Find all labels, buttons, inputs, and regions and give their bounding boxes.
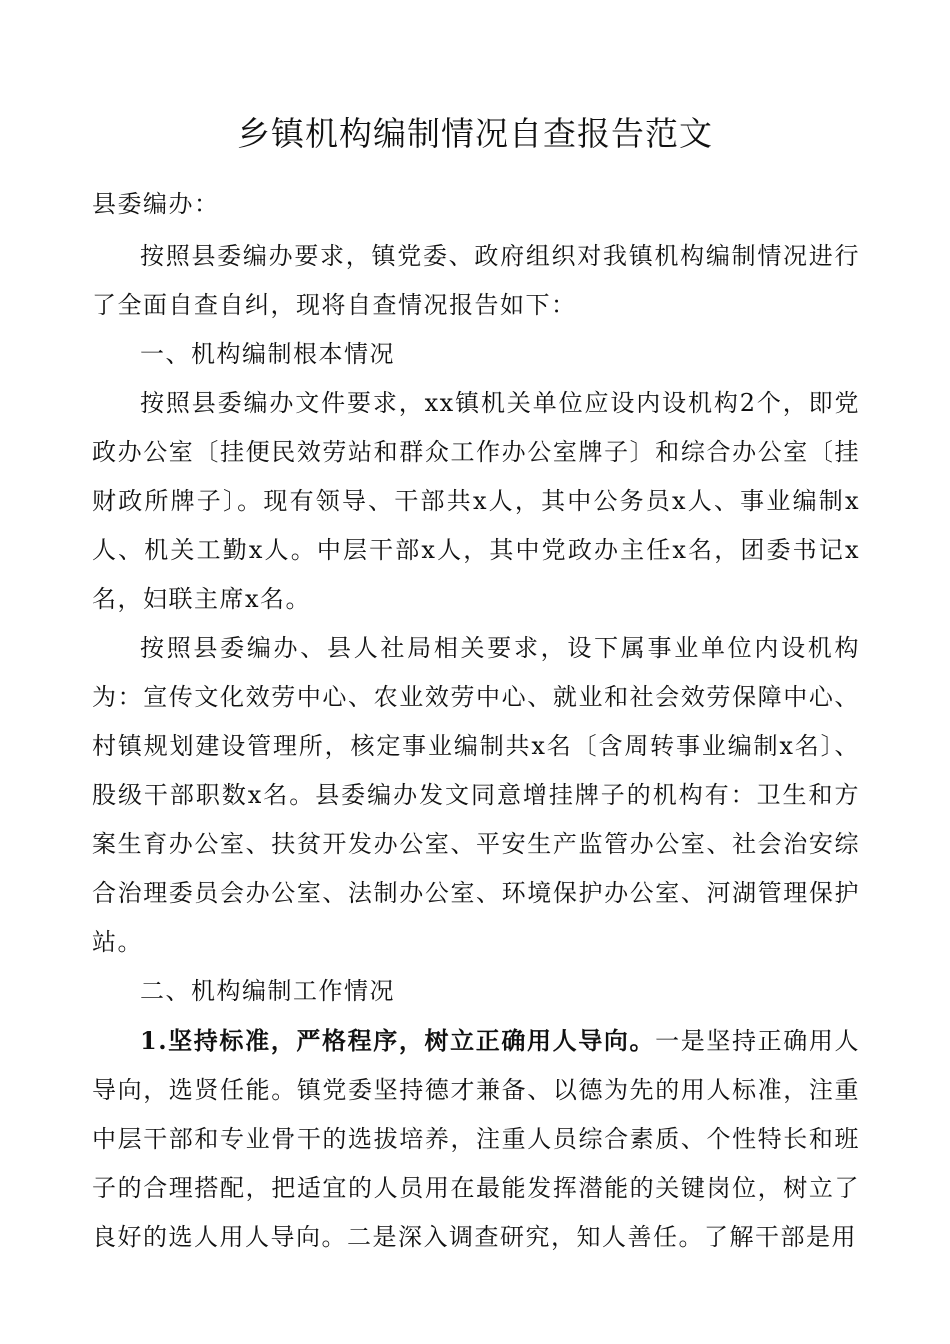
- intro-paragraph: 按照县委编办要求，镇党委、政府组织对我镇机构编制情况进行了全面自查自纠，现将自查情况报告如下：: [92, 242, 860, 319]
- item-1-text: 一是坚持正确用人导向，选贤任能。镇党委坚持德才兼备、以德为先的用人标准，注重中层干部和专业骨干的选拔培养，注重人员综合素质、个性特长和班子的合理搭配，把适宜的人员用在最能发挥潜能的关键岗位，树立了良好的选人用人导向。二是深入调查研究，知人善任。了解干部是用: [92, 1027, 861, 1251]
- document-title: 乡镇机构编制情况自查报告范文: [237, 114, 713, 153]
- section-1-paragraph-1: 按照县委编办文件要求，xx镇机关单位应设内设机构2个，即党政办公室〔挂便民效劳站和群众工作办公室牌子〕和综合办公室〔挂财政所牌子〕。现有领导、干部共x人，其中公务员x人、事业编制x人、机关工勤x人。中层干部x人，其中党政办主任x名，团委书记x名，妇联主席x名。: [92, 389, 860, 613]
- section-1-paragraph-2: 按照县委编办、县人社局相关要求，设下属事业单位内设机构为：宣传文化效劳中心、农业效劳中心、就业和社会效劳保障中心、村镇规划建设管理所，核定事业编制共x名〔含周转事业编制x名〕、股级干部职数x名。县委编办发文同意增挂牌子的机构有：卫生和方案生育办公室、扶贫开发办公室、平安生产监管办公室、社会治安综合治理委员会办公室、法制办公室、环境保护办公室、河湖管理保护站。: [92, 634, 860, 956]
- document-body: [92, 180, 860, 1262]
- section-1-heading: 一、机构编制根本情况: [140, 340, 395, 368]
- section-2-heading: 二、机构编制工作情况: [140, 977, 395, 1005]
- item-1-paragraph: [92, 1016, 860, 1262]
- item-1-lead: 1.坚持标准，严格程序，树立正确用人导向。: [140, 1026, 656, 1055]
- salutation: 县委编办：: [92, 190, 220, 218]
